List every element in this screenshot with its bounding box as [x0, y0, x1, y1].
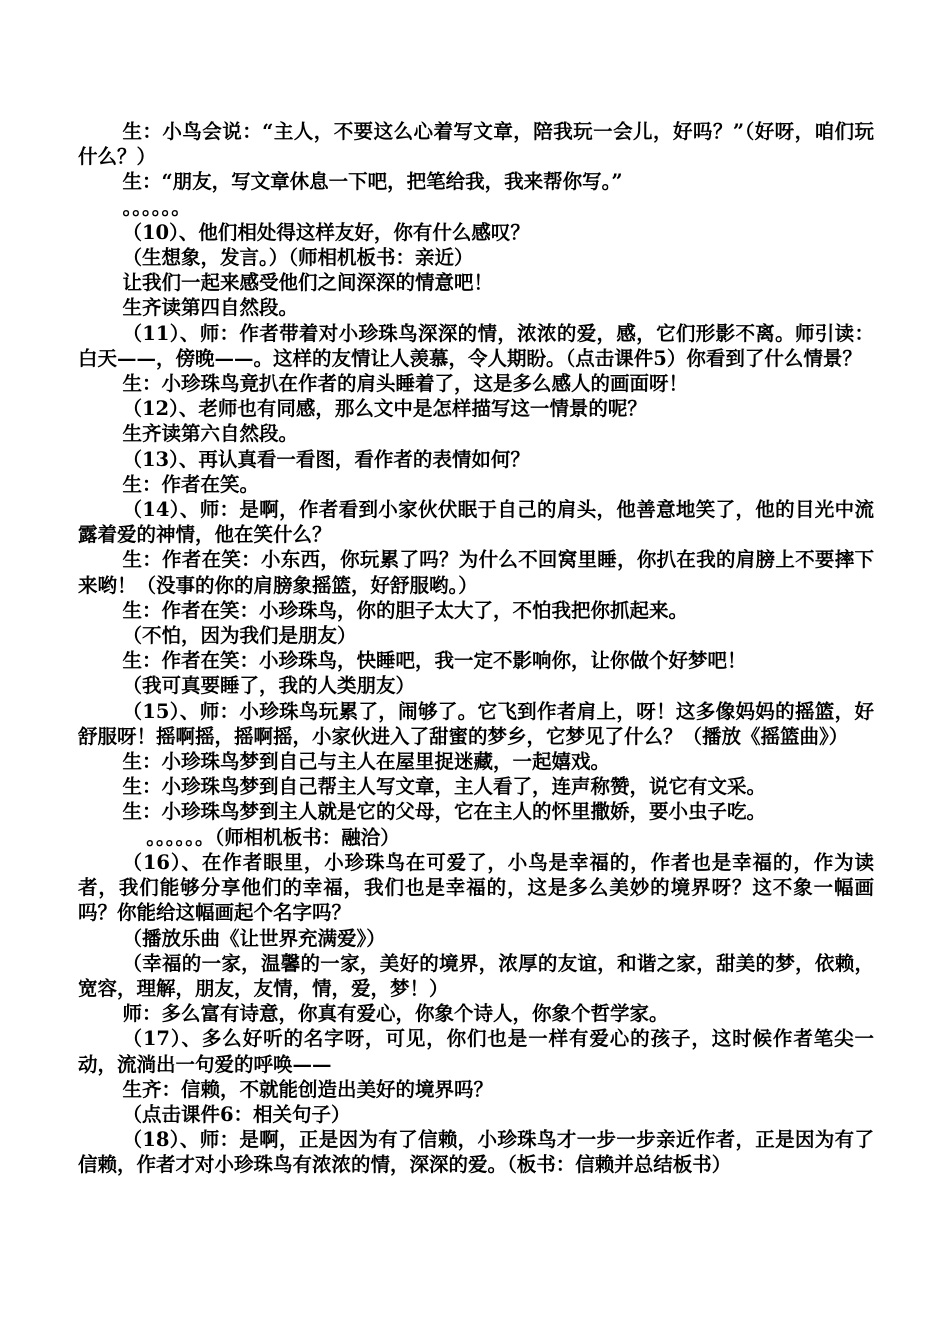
paragraph: 让我们一起来感受他们之间深深的情意吧！: [122, 271, 493, 295]
paragraph: （生想象，发言。）（师相机板书：亲近）: [122, 246, 474, 270]
paragraph: 生：“朋友，写文章休息一下吧，把笔给我，我来帮你写。”: [122, 170, 623, 194]
paragraph: （幸福的一家，温馨的一家，美好的境界，浓厚的友谊，和谐之家，甜美的梦，依赖，宽容，理解，朋友，友情，情，爱，梦！）: [78, 951, 874, 1000]
paragraph: （14）、师：是啊，作者看到小家伙伏眠于自己的肩头，他善意地笑了，他的目光中流露着爱的神情，他在笑什么？: [78, 498, 874, 547]
paragraph: （12）、老师也有同感，那么文中是怎样描写这一情景的呢？: [122, 397, 647, 421]
paragraph: （15）、师：小珍珠鸟玩累了，闹够了。它飞到作者肩上，呀！这多像妈妈的摇篮，好舒服呀！摇啊摇，摇啊摇，小家伙进入了甜蜜的梦乡，它梦见了什么？（播放《摇篮曲》）: [78, 699, 874, 748]
paragraph: 生：作者在笑：小珍珠鸟，快睡吧，我一定不影响你，让你做个好梦吧！: [122, 649, 747, 673]
paragraph: 生：小珍珠鸟梦到自己帮主人写文章，主人看了，连声称赞，说它有文采。: [122, 775, 766, 799]
paragraph: （播放乐曲《让世界充满爱》）: [122, 926, 386, 950]
paragraph: 生：作者在笑。: [122, 472, 259, 496]
paragraph: 。。。。。。: [122, 195, 191, 219]
paragraph: （17）、多么好听的名字呀，可见，你们也是一样有爱心的孩子，这时候作者笔尖一动，流淌出一句爱的呼唤——: [78, 1027, 874, 1076]
paragraph: （不怕，因为我们是朋友）: [122, 624, 357, 648]
paragraph: （11）、师：作者带着对小珍珠鸟深深的情，浓浓的爱，感，它们形影不离。师引读：白天——，傍晚——。这样的友情让人羡慕，令人期盼。（点击课件5）你看到了什么情景？: [78, 321, 874, 370]
paragraph: 师：多么富有诗意，你真有爱心，你象个诗人，你象个哲学家。: [122, 1002, 669, 1026]
paragraph: 生齐读第六自然段。: [122, 422, 298, 446]
document-page: [78, 119, 874, 1178]
paragraph: 。。。。。。（师相机板书：融洽）: [146, 825, 400, 849]
paragraph: 生：小珍珠鸟竟扒在作者的肩头睡着了，这是多么感人的画面呀！: [122, 372, 688, 396]
paragraph: 生：作者在笑：小东西，你玩累了吗？为什么不回窝里睡，你扒在我的肩膀上不要摔下来哟！（没事的你的肩膀象摇篮，好舒服哟。）: [78, 548, 874, 597]
paragraph: （点击课件6：相关句子）: [122, 1102, 351, 1126]
paragraph: （16）、在作者眼里，小珍珠鸟在可爱了，小鸟是幸福的，作者也是幸福的，作为读者，我们能够分享他们的幸福，我们也是幸福的，这是多么美妙的境界呀？这不象一幅画吗？你能给这幅画起个名字吗？: [78, 850, 874, 925]
paragraph: 生：小珍珠鸟梦到自己与主人在屋里捉迷藏，一起嬉戏。: [122, 750, 610, 774]
paragraph: 生齐：信赖，不就能创造出美好的境界吗？: [122, 1077, 493, 1101]
paragraph: （13）、再认真看一看图，看作者的表情如何？: [122, 447, 530, 471]
paragraph: 生齐读第四自然段。: [122, 296, 298, 320]
paragraph: （10）、他们相处得这样友好，你有什么感叹？: [122, 220, 530, 244]
paragraph: 生：小珍珠鸟梦到主人就是它的父母，它在主人的怀里撒娇，要小虫子吃。: [122, 800, 766, 824]
paragraph: 生：作者在笑：小珍珠鸟，你的胆子太大了，不怕我把你抓起来。: [122, 598, 688, 622]
paragraph: 生：小鸟会说：“主人，不要这么心着写文章，陪我玩一会儿，好吗？”（好呀，咱们玩什么？）: [78, 120, 874, 169]
paragraph: （我可真要睡了，我的人类朋友）: [122, 674, 415, 698]
paragraph: （18）、师：是啊，正是因为有了信赖，小珍珠鸟才一步一步亲近作者，正是因为有了信赖，作者才对小珍珠鸟有浓浓的情，深深的爱。（板书：信赖并总结板书）: [78, 1128, 874, 1177]
